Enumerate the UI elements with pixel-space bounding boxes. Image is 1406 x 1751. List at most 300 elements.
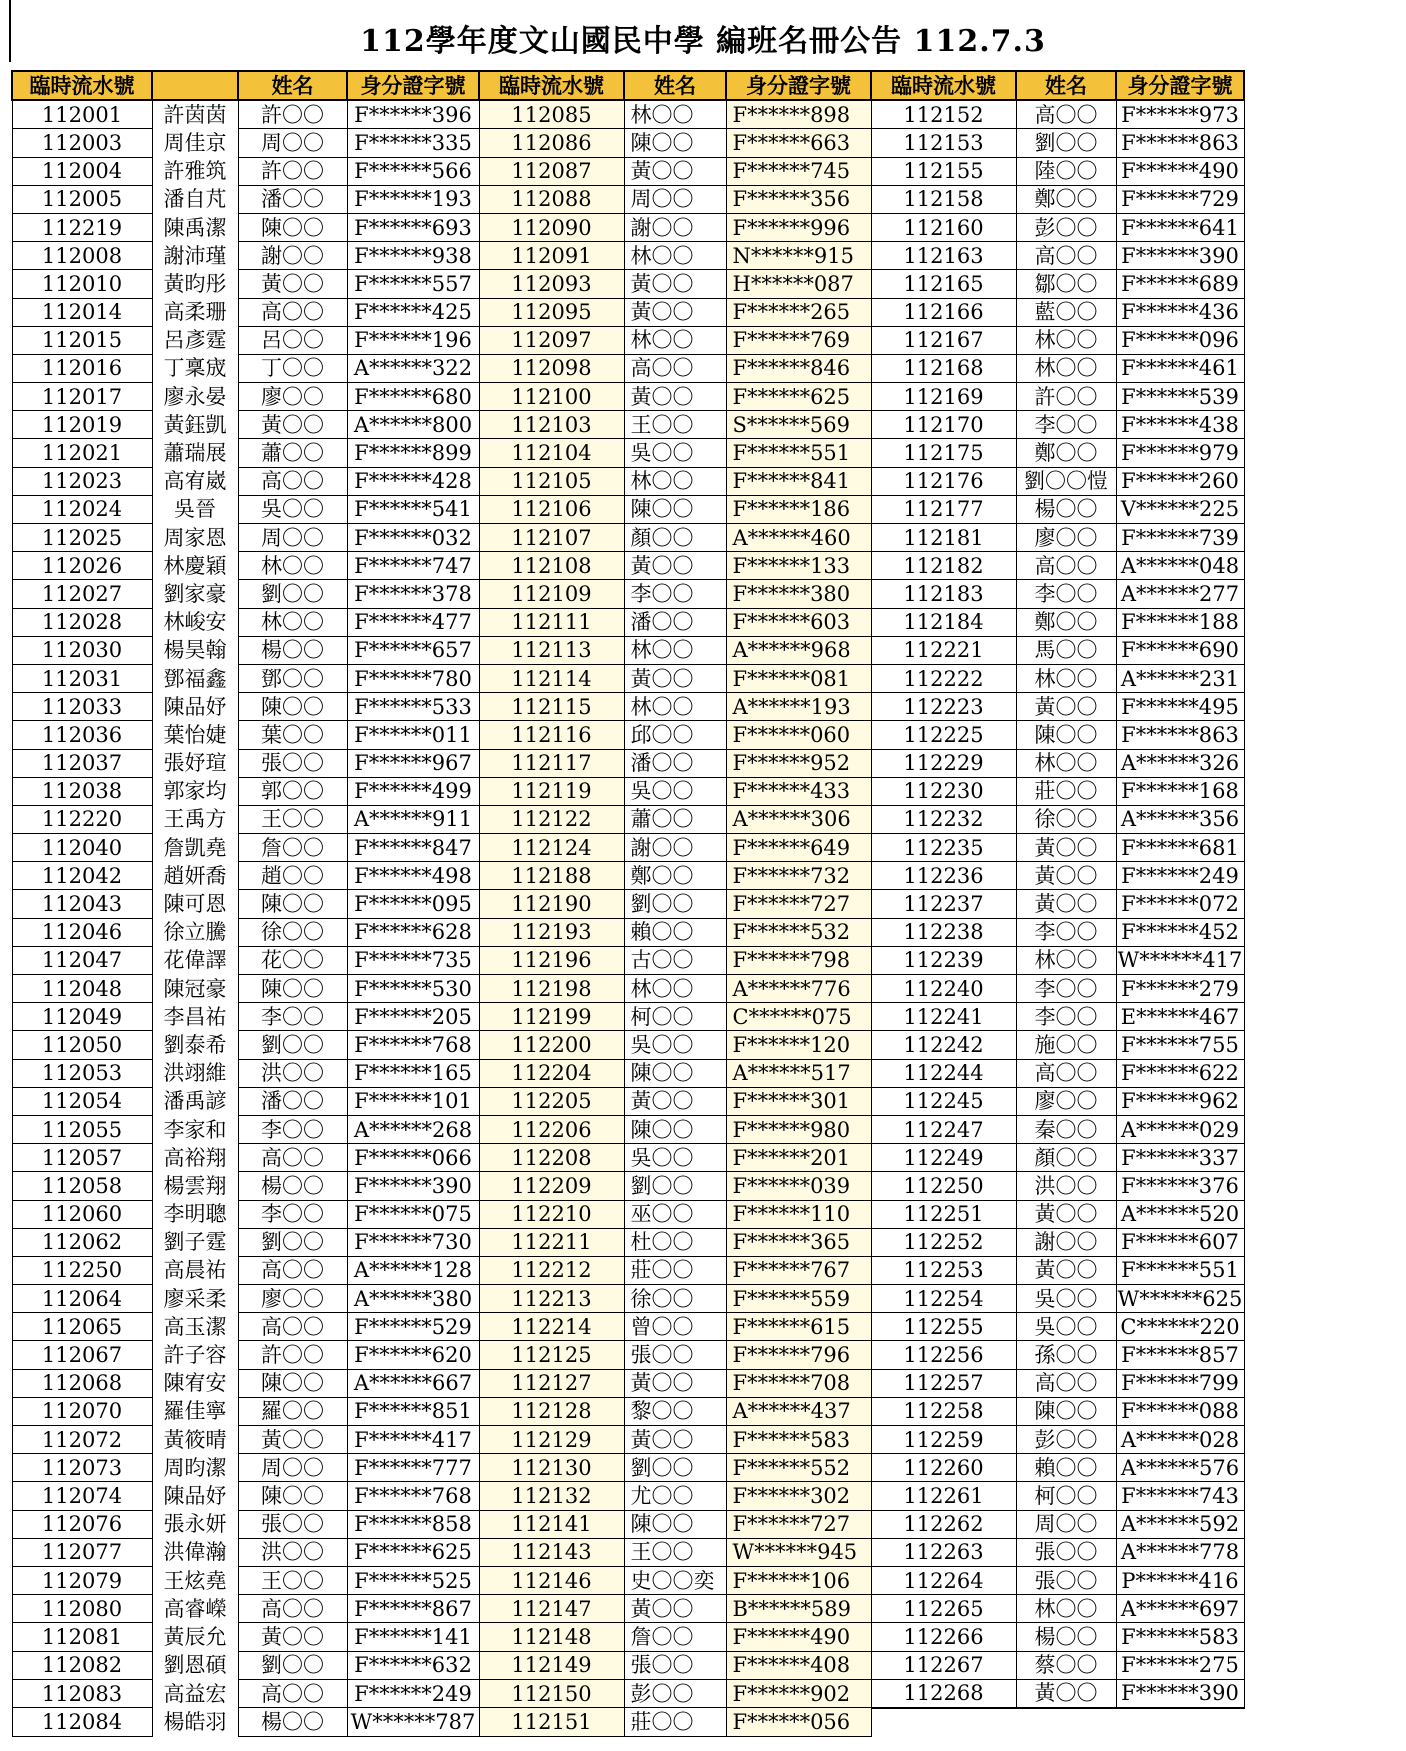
fullname-cell: 葉怡婕 [152, 721, 238, 749]
masked-name-cell: 黃〇〇 [624, 298, 726, 326]
serial-cell: 112190 [479, 890, 624, 918]
serial-cell: 112221 [871, 636, 1016, 664]
id-cell: N******915 [726, 242, 871, 270]
table-row [12, 1003, 1244, 1031]
serial-cell: 112001 [12, 100, 152, 129]
serial-cell: 112183 [871, 580, 1016, 608]
masked-name-cell: 洪〇〇 [238, 1538, 347, 1566]
id-cell: F******962 [1116, 1087, 1244, 1115]
id-cell: F******857 [1116, 1341, 1244, 1369]
masked-name-cell: 李〇〇 [1016, 580, 1116, 608]
serial-cell: 112086 [479, 129, 624, 157]
id-cell: A******520 [1116, 1200, 1244, 1228]
serial-cell: 112143 [479, 1538, 624, 1566]
masked-name-cell: 丁〇〇 [238, 354, 347, 382]
id-cell: A******380 [347, 1285, 479, 1313]
serial-cell: 112127 [479, 1369, 624, 1397]
fullname-cell: 周昀潔 [152, 1454, 238, 1482]
serial-cell: 112070 [12, 1397, 152, 1425]
masked-name-cell: 陳〇〇 [624, 1115, 726, 1143]
id-cell: F******559 [726, 1285, 871, 1313]
masked-name-cell: 鄭〇〇 [1016, 439, 1116, 467]
serial-cell: 112163 [871, 242, 1016, 270]
fullname-cell: 許茵茵 [152, 100, 238, 129]
serial-cell: 112214 [479, 1313, 624, 1341]
masked-name-cell: 高〇〇 [238, 1595, 347, 1623]
serial-cell: 112168 [871, 354, 1016, 382]
masked-name-cell: 林〇〇 [1016, 326, 1116, 354]
serial-cell: 112150 [479, 1679, 624, 1708]
header-serial-3: 臨時流水號 [871, 71, 1016, 100]
id-cell: A******437 [726, 1397, 871, 1425]
serial-cell: 112080 [12, 1595, 152, 1623]
serial-cell: 112130 [479, 1454, 624, 1482]
id-cell: F******649 [726, 834, 871, 862]
masked-name-cell: 許〇〇 [1016, 383, 1116, 411]
serial-cell: 112068 [12, 1369, 152, 1397]
fullname-cell: 趙妍喬 [152, 862, 238, 890]
masked-name-cell: 林〇〇 [238, 608, 347, 636]
masked-name-cell: 彭〇〇 [1016, 1426, 1116, 1454]
table-row [12, 862, 1244, 890]
fullname-cell: 高柔珊 [152, 298, 238, 326]
masked-name-cell: 張〇〇 [624, 1651, 726, 1679]
fullname-cell: 潘自芃 [152, 185, 238, 213]
id-cell: A******968 [726, 636, 871, 664]
serial-cell: 112079 [12, 1566, 152, 1594]
id-cell: S******569 [726, 411, 871, 439]
id-cell: F******641 [1116, 213, 1244, 241]
serial-cell: 112003 [12, 129, 152, 157]
id-cell: F******607 [1116, 1228, 1244, 1256]
table-row [12, 1651, 1244, 1679]
id-cell: A******460 [726, 524, 871, 552]
table-row [12, 1623, 1244, 1651]
serial-cell: 112088 [479, 185, 624, 213]
fullname-cell: 高裕翔 [152, 1144, 238, 1172]
id-cell: A******193 [726, 693, 871, 721]
masked-name-cell: 趙〇〇 [238, 862, 347, 890]
serial-cell: 112077 [12, 1538, 152, 1566]
masked-name-cell: 呂〇〇 [238, 326, 347, 354]
masked-name-cell: 蕭〇〇 [238, 439, 347, 467]
serial-cell: 112008 [12, 242, 152, 270]
id-cell: F******557 [347, 270, 479, 298]
serial-cell: 112010 [12, 270, 152, 298]
serial-cell: 112166 [871, 298, 1016, 326]
masked-name-cell: 藍〇〇 [1016, 298, 1116, 326]
fullname-cell: 詹凱堯 [152, 834, 238, 862]
serial-cell: 112232 [871, 805, 1016, 833]
masked-name-cell: 吳〇〇 [624, 439, 726, 467]
serial-cell: 112062 [12, 1228, 152, 1256]
table-row [12, 975, 1244, 1003]
masked-name-cell: 柯〇〇 [624, 1003, 726, 1031]
masked-name-cell: 黃〇〇 [238, 1623, 347, 1651]
id-cell: F******583 [1116, 1623, 1244, 1651]
id-cell: F******428 [347, 467, 479, 495]
id-cell: F******938 [347, 242, 479, 270]
fullname-cell: 劉泰希 [152, 1031, 238, 1059]
serial-cell: 112028 [12, 608, 152, 636]
fullname-cell: 陳品妤 [152, 1482, 238, 1510]
table-row [12, 749, 1244, 777]
id-cell: A******029 [1116, 1115, 1244, 1143]
masked-name-cell: 鄭〇〇 [1016, 608, 1116, 636]
table-row [12, 1454, 1244, 1482]
id-cell: F******301 [726, 1087, 871, 1115]
id-cell: F******495 [1116, 693, 1244, 721]
serial-cell: 112119 [479, 777, 624, 805]
serial-cell: 112050 [12, 1031, 152, 1059]
table-row [12, 411, 1244, 439]
serial-cell: 112065 [12, 1313, 152, 1341]
masked-name-cell: 吳〇〇 [624, 1031, 726, 1059]
fullname-cell: 陳宥安 [152, 1369, 238, 1397]
fullname-cell: 鄧福鑫 [152, 664, 238, 692]
id-cell: F******620 [347, 1341, 479, 1369]
serial-cell: 112220 [12, 805, 152, 833]
serial-cell: 112060 [12, 1200, 152, 1228]
id-cell: F******075 [347, 1200, 479, 1228]
id-cell: F******193 [347, 185, 479, 213]
table-row [12, 1510, 1244, 1538]
fullname-cell: 林慶穎 [152, 552, 238, 580]
serial-cell: 112267 [871, 1651, 1016, 1679]
serial-cell: 112117 [479, 749, 624, 777]
masked-name-cell: 顏〇〇 [624, 524, 726, 552]
table-row [12, 636, 1244, 664]
masked-name-cell: 陳〇〇 [238, 213, 347, 241]
table-row [12, 721, 1244, 749]
serial-cell: 112076 [12, 1510, 152, 1538]
id-cell: F******436 [1116, 298, 1244, 326]
masked-name-cell: 洪〇〇 [1016, 1172, 1116, 1200]
serial-cell: 112212 [479, 1256, 624, 1284]
id-cell: F******499 [347, 777, 479, 805]
fullname-cell: 陳可恩 [152, 890, 238, 918]
id-cell: A******128 [347, 1256, 479, 1284]
roster-table [11, 70, 1245, 1737]
table-row [12, 946, 1244, 974]
table-row [12, 1482, 1244, 1510]
serial-cell: 112081 [12, 1623, 152, 1651]
id-cell: F******732 [726, 862, 871, 890]
id-cell: F******188 [1116, 608, 1244, 636]
id-cell: F******680 [347, 383, 479, 411]
id-cell: F******096 [1116, 326, 1244, 354]
fullname-cell: 張永妍 [152, 1510, 238, 1538]
masked-name-cell: 黃〇〇 [1016, 890, 1116, 918]
masked-name-cell: 高〇〇 [1016, 1059, 1116, 1087]
table-row [12, 354, 1244, 382]
fullname-cell: 張妤瑄 [152, 749, 238, 777]
table-row [12, 129, 1244, 157]
serial-cell: 112093 [479, 270, 624, 298]
serial-cell: 112181 [871, 524, 1016, 552]
masked-name-cell: 張〇〇 [238, 749, 347, 777]
table-row [12, 1708, 1244, 1736]
id-cell: A******776 [726, 975, 871, 1003]
serial-cell: 112015 [12, 326, 152, 354]
table-row [12, 1200, 1244, 1228]
fullname-cell: 丁稟宬 [152, 354, 238, 382]
masked-name-cell: 鄭〇〇 [1016, 185, 1116, 213]
table-row [12, 1566, 1244, 1594]
table-row [12, 467, 1244, 495]
fullname-cell: 花偉譯 [152, 946, 238, 974]
serial-cell: 112196 [479, 946, 624, 974]
id-cell: F******425 [347, 298, 479, 326]
fullname-cell: 李昌祐 [152, 1003, 238, 1031]
serial-cell: 112255 [871, 1313, 1016, 1341]
serial-cell: 112132 [479, 1482, 624, 1510]
id-cell: F******056 [726, 1708, 871, 1736]
masked-name-cell: 周〇〇 [238, 524, 347, 552]
serial-cell: 112106 [479, 495, 624, 523]
fullname-cell: 楊皓羽 [152, 1708, 238, 1736]
serial-cell: 112109 [479, 580, 624, 608]
serial-cell: 112122 [479, 805, 624, 833]
table-row [12, 1031, 1244, 1059]
masked-name-cell: 謝〇〇 [1016, 1228, 1116, 1256]
masked-name-cell: 林〇〇 [624, 636, 726, 664]
serial-cell: 112074 [12, 1482, 152, 1510]
id-cell: F******583 [726, 1426, 871, 1454]
id-cell: F******498 [347, 862, 479, 890]
serial-cell: 112107 [479, 524, 624, 552]
id-cell: F******072 [1116, 890, 1244, 918]
id-cell: F******039 [726, 1172, 871, 1200]
serial-cell: 112182 [871, 552, 1016, 580]
masked-name-cell: 郭〇〇 [238, 777, 347, 805]
serial-cell: 112247 [871, 1115, 1016, 1143]
serial-cell: 112014 [12, 298, 152, 326]
serial-cell: 112043 [12, 890, 152, 918]
id-cell: F******769 [726, 326, 871, 354]
masked-name-cell: 李〇〇 [1016, 918, 1116, 946]
masked-name-cell: 廖〇〇 [238, 383, 347, 411]
serial-cell: 112087 [479, 157, 624, 185]
masked-name-cell: 吳〇〇 [1016, 1313, 1116, 1341]
masked-name-cell: 高〇〇 [624, 354, 726, 382]
id-cell: F******408 [726, 1651, 871, 1679]
fullname-cell: 林峻安 [152, 608, 238, 636]
serial-cell: 112209 [479, 1172, 624, 1200]
id-cell: F******081 [726, 664, 871, 692]
id-cell: F******625 [726, 383, 871, 411]
masked-name-cell: 劉〇〇 [624, 1172, 726, 1200]
masked-name-cell: 徐〇〇 [238, 918, 347, 946]
masked-name-cell: 林〇〇 [1016, 1595, 1116, 1623]
id-cell: A******277 [1116, 580, 1244, 608]
id-cell: F******690 [1116, 636, 1244, 664]
serial-cell: 112263 [871, 1538, 1016, 1566]
fullname-cell: 高益宏 [152, 1679, 238, 1708]
id-cell: F******101 [347, 1087, 479, 1115]
header-name-1: 姓名 [238, 71, 347, 100]
masked-name-cell: 周〇〇 [1016, 1510, 1116, 1538]
masked-name-cell: 張〇〇 [1016, 1566, 1116, 1594]
serial-cell: 112084 [12, 1708, 152, 1736]
id-cell: A******326 [1116, 749, 1244, 777]
masked-name-cell: 謝〇〇 [624, 834, 726, 862]
serial-cell: 112098 [479, 354, 624, 382]
masked-name-cell: 廖〇〇 [1016, 524, 1116, 552]
serial-cell: 112200 [479, 1031, 624, 1059]
masked-name-cell: 高〇〇 [238, 298, 347, 326]
serial-cell: 112253 [871, 1256, 1016, 1284]
masked-name-cell: 黃〇〇 [624, 664, 726, 692]
serial-cell: 112111 [479, 608, 624, 636]
table-row [12, 185, 1244, 213]
masked-name-cell: 蕭〇〇 [624, 805, 726, 833]
serial-cell: 112021 [12, 439, 152, 467]
id-cell: F******461 [1116, 354, 1244, 382]
table-row [12, 100, 1244, 129]
id-cell: F******032 [347, 524, 479, 552]
id-cell: F******120 [726, 1031, 871, 1059]
masked-name-cell: 李〇〇 [238, 1003, 347, 1031]
masked-name-cell: 林〇〇 [624, 693, 726, 721]
id-cell: F******551 [726, 439, 871, 467]
table-row [12, 298, 1244, 326]
masked-name-cell: 林〇〇 [624, 326, 726, 354]
masked-name-cell: 詹〇〇 [238, 834, 347, 862]
serial-cell: 112160 [871, 213, 1016, 241]
id-cell: F******390 [347, 1172, 479, 1200]
fullname-cell: 王炫堯 [152, 1566, 238, 1594]
serial-cell: 112260 [871, 1454, 1016, 1482]
fullname-cell: 周佳京 [152, 129, 238, 157]
serial-cell: 112055 [12, 1115, 152, 1143]
empty-cell [1016, 1708, 1116, 1736]
id-cell: F******796 [726, 1341, 871, 1369]
id-cell: F******863 [1116, 721, 1244, 749]
masked-name-cell: 劉〇〇 [624, 1454, 726, 1482]
masked-name-cell: 廖〇〇 [1016, 1087, 1116, 1115]
serial-cell: 112046 [12, 918, 152, 946]
header-name-3: 姓名 [1016, 71, 1116, 100]
serial-cell: 112259 [871, 1426, 1016, 1454]
serial-cell: 112261 [871, 1482, 1016, 1510]
id-cell: F******205 [347, 1003, 479, 1031]
id-cell: F******628 [347, 918, 479, 946]
masked-name-cell: 莊〇〇 [624, 1708, 726, 1736]
masked-name-cell: 詹〇〇 [624, 1623, 726, 1651]
masked-name-cell: 林〇〇 [238, 552, 347, 580]
table-row [12, 439, 1244, 467]
id-cell: F******106 [726, 1566, 871, 1594]
fullname-cell: 楊雲翔 [152, 1172, 238, 1200]
id-cell: F******996 [726, 213, 871, 241]
table-row [12, 1285, 1244, 1313]
table-row [12, 213, 1244, 241]
masked-name-cell: 潘〇〇 [624, 608, 726, 636]
serial-cell: 112124 [479, 834, 624, 862]
masked-name-cell: 莊〇〇 [624, 1256, 726, 1284]
masked-name-cell: 林〇〇 [1016, 354, 1116, 382]
id-cell: F******727 [726, 1510, 871, 1538]
serial-cell: 112083 [12, 1679, 152, 1708]
masked-name-cell: 林〇〇 [1016, 749, 1116, 777]
serial-cell: 112165 [871, 270, 1016, 298]
masked-name-cell: 鄭〇〇 [624, 862, 726, 890]
masked-name-cell: 林〇〇 [624, 100, 726, 129]
fullname-cell: 黃鈺凱 [152, 411, 238, 439]
id-cell: F******846 [726, 354, 871, 382]
masked-name-cell: 劉〇〇 [624, 890, 726, 918]
masked-name-cell: 張〇〇 [1016, 1538, 1116, 1566]
masked-name-cell: 黃〇〇 [624, 552, 726, 580]
id-cell: F******541 [347, 495, 479, 523]
serial-cell: 112158 [871, 185, 1016, 213]
table-row [12, 1369, 1244, 1397]
masked-name-cell: 顏〇〇 [1016, 1144, 1116, 1172]
serial-cell: 112085 [479, 100, 624, 129]
masked-name-cell: 謝〇〇 [624, 213, 726, 241]
id-cell: F******681 [1116, 834, 1244, 862]
id-cell: W******945 [726, 1538, 871, 1566]
id-cell: F******196 [347, 326, 479, 354]
header-serial-2: 臨時流水號 [479, 71, 624, 100]
id-cell: F******768 [347, 1482, 479, 1510]
id-cell: A******356 [1116, 805, 1244, 833]
id-cell: W******417 [1116, 946, 1244, 974]
serial-cell: 112036 [12, 721, 152, 749]
table-row [12, 326, 1244, 354]
serial-cell: 112155 [871, 157, 1016, 185]
id-cell: F******689 [1116, 270, 1244, 298]
id-cell: A******517 [726, 1059, 871, 1087]
serial-cell: 112129 [479, 1426, 624, 1454]
fullname-cell: 李明聰 [152, 1200, 238, 1228]
masked-name-cell: 潘〇〇 [624, 749, 726, 777]
masked-name-cell: 黃〇〇 [1016, 1256, 1116, 1284]
masked-name-cell: 張〇〇 [624, 1341, 726, 1369]
serial-cell: 112244 [871, 1059, 1016, 1087]
serial-cell: 112256 [871, 1341, 1016, 1369]
serial-cell: 112153 [871, 129, 1016, 157]
serial-cell: 112033 [12, 693, 152, 721]
header-row [12, 71, 1244, 100]
masked-name-cell: 彭〇〇 [624, 1679, 726, 1708]
id-cell: F******551 [1116, 1256, 1244, 1284]
fullname-cell: 陳禹潔 [152, 213, 238, 241]
masked-name-cell: 李〇〇 [1016, 411, 1116, 439]
serial-cell: 112250 [12, 1256, 152, 1284]
masked-name-cell: 高〇〇 [1016, 1369, 1116, 1397]
id-cell: F******417 [347, 1426, 479, 1454]
id-cell: F******539 [1116, 383, 1244, 411]
fullname-cell: 陳冠豪 [152, 975, 238, 1003]
fullname-cell: 高宥崴 [152, 467, 238, 495]
id-cell: F******973 [1116, 100, 1244, 129]
masked-name-cell: 周〇〇 [624, 185, 726, 213]
fullname-cell: 許雅筑 [152, 157, 238, 185]
serial-cell: 112019 [12, 411, 152, 439]
masked-name-cell: 楊〇〇 [238, 1708, 347, 1736]
id-cell: F******768 [347, 1031, 479, 1059]
id-cell: A******322 [347, 354, 479, 382]
fullname-cell: 廖采柔 [152, 1285, 238, 1313]
id-cell: F******780 [347, 664, 479, 692]
masked-name-cell: 黃〇〇 [1016, 862, 1116, 890]
id-cell: F******615 [726, 1313, 871, 1341]
serial-cell: 112004 [12, 157, 152, 185]
masked-name-cell: 周〇〇 [238, 1454, 347, 1482]
serial-cell: 112024 [12, 495, 152, 523]
